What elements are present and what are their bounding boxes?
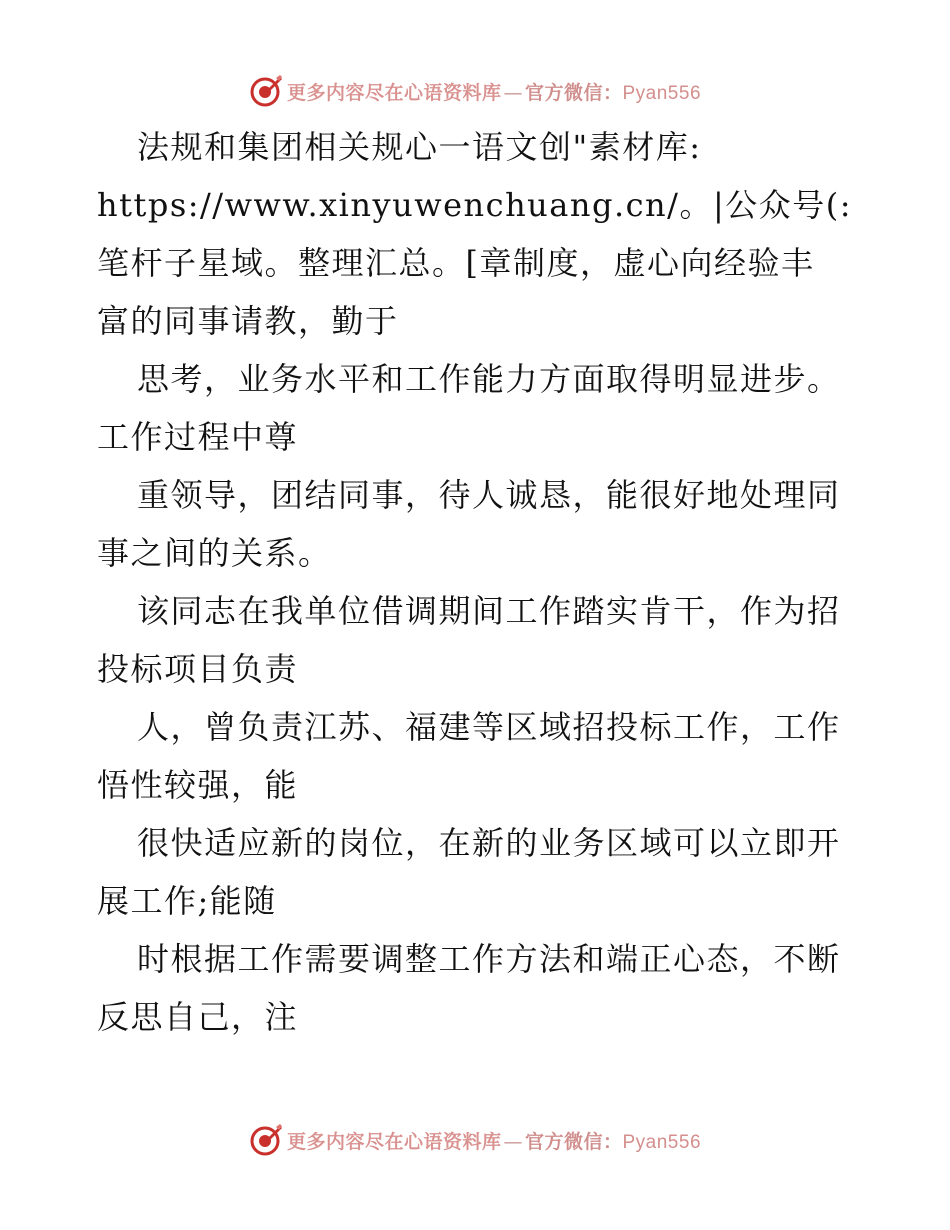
footer-banner [0,1120,950,1160]
banner-text [287,1127,701,1154]
text-line: 事之间的关系。 [97,534,332,572]
header-banner [0,71,950,111]
text-line: 展工作;能随 [97,882,277,920]
text-line: 思考，业务水平和工作能力方面取得明显进步。 [137,360,841,398]
text-line: 悟性较强，能 [97,766,299,804]
banner-separator: — [503,1130,523,1153]
text-line: 笔杆子星域。整理汇总。[章制度，虚心向经验丰 [97,244,815,282]
text-line: https://www.xinyuwenchuang.cn/。|公众号(: [97,186,852,224]
text-line: 法规和集团相关规心一语文创"素材库: [137,128,702,166]
banner-main-text: 更多内容尽在心语资料库 [286,1130,502,1153]
text-line: 很快适应新的岗位，在新的业务区域可以立即开 [137,824,841,862]
banner-wechat-id: Pyan556 [622,82,702,104]
text-line: 重领导，团结同事，待人诚恳，能很好地处理同 [137,476,841,514]
text-line: 时根据工作需要调整工作方法和端正心态，不断 [137,940,841,978]
text-line: 工作过程中尊 [97,418,299,456]
text-line: 人，曾负责江苏、福建等区域招投标工作，工作 [137,708,841,746]
banner-main-text: 更多内容尽在心语资料库 [286,81,502,104]
text-line: 富的同事请教，勤于 [97,302,399,340]
banner-wechat-label: 官方微信： [524,81,623,104]
banner-separator: — [503,81,523,104]
text-line: 反思自己，注 [97,998,299,1036]
banner-text [287,78,701,105]
banner-wechat-label: 官方微信： [524,1130,623,1153]
text-line: 该同志在我单位借调期间工作踏实肯干，作为招 [137,592,841,630]
text-line: 投标项目负责 [97,650,299,688]
quill-logo-icon [249,74,283,108]
banner-wechat-id: Pyan556 [622,1131,702,1153]
quill-logo-icon [249,1123,283,1157]
document-body [97,118,857,1046]
